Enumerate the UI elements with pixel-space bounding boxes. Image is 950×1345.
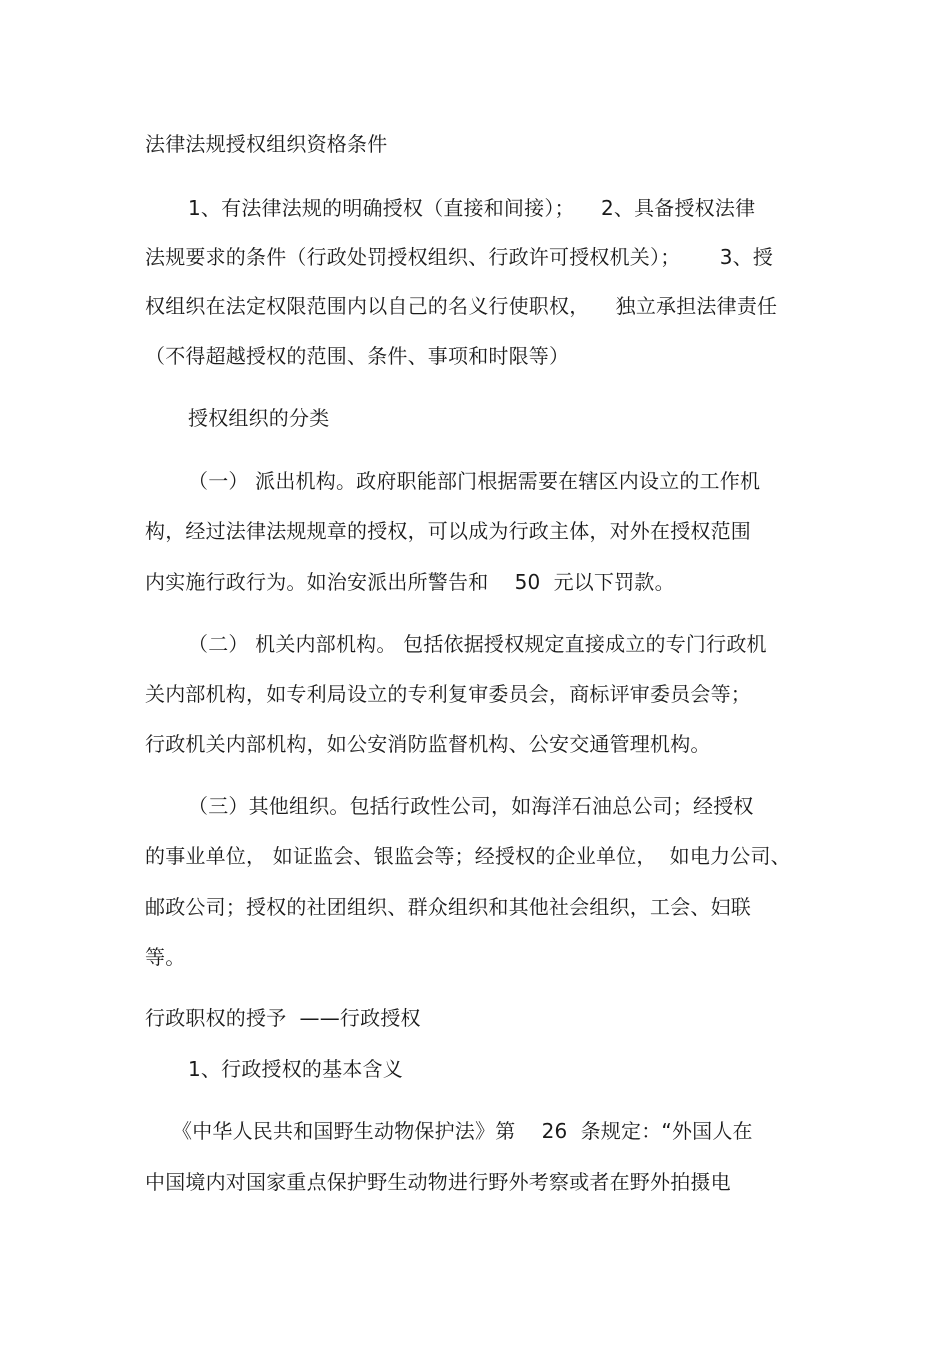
paragraph-line: 邮政公司；授权的社团组织、群众组织和其他社会组织，工会、妇联 bbox=[145, 895, 751, 919]
subheading-basic-meaning: 1、行政授权的基本含义 bbox=[188, 1057, 403, 1081]
heading-classification: 授权组织的分类 bbox=[188, 406, 330, 430]
paragraph-line: 《中华人民共和国野生动物保护法》第 26 条规定：“外国人在 bbox=[172, 1119, 753, 1143]
paragraph-line: 内实施行政行为。如治安派出所警告和 50 元以下罚款。 bbox=[145, 570, 675, 594]
paragraph-line: 权组织在法定权限范围内以自己的名义行使职权， 独立承担法律责任 bbox=[145, 294, 778, 318]
paragraph-line: 关内部机构，如专利局设立的专利复审委员会，商标评审委员会等； bbox=[145, 682, 751, 706]
paragraph-line: （一） 派出机构。政府职能部门根据需要在辖区内设立的工作机 bbox=[188, 469, 761, 493]
paragraph-line: （二） 机关内部机构。 包括依据授权规定直接成立的专门行政机 bbox=[188, 632, 767, 656]
heading-administrative-authorization: 行政职权的授予 ——行政授权 bbox=[145, 1006, 421, 1030]
heading-qualification: 法律法规授权组织资格条件 bbox=[145, 132, 388, 156]
paragraph-line: 构，经过法律法规规章的授权，可以成为行政主体，对外在授权范围 bbox=[145, 519, 751, 543]
paragraph-line: 1、有法律法规的明确授权（直接和间接）； 2、具备授权法律 bbox=[188, 196, 756, 220]
paragraph-line: 法规要求的条件（行政处罚授权组织、行政许可授权机关）； 3、授 bbox=[145, 245, 774, 269]
paragraph-line: （三）其他组织。包括行政性公司，如海洋石油总公司；经授权 bbox=[188, 794, 754, 818]
paragraph-line: 的事业单位， 如证监会、银监会等；经授权的企业单位， 如电力公司、 bbox=[145, 844, 791, 868]
paragraph-line: （不得超越授权的范围、条件、事项和时限等） bbox=[145, 344, 570, 368]
paragraph-line: 行政机关内部机构，如公安消防监督机构、公安交通管理机构。 bbox=[145, 732, 711, 756]
paragraph-line: 等。 bbox=[145, 945, 186, 969]
paragraph-line: 中国境内对国家重点保护野生动物进行野外考察或者在野外拍摄电 bbox=[145, 1170, 731, 1194]
